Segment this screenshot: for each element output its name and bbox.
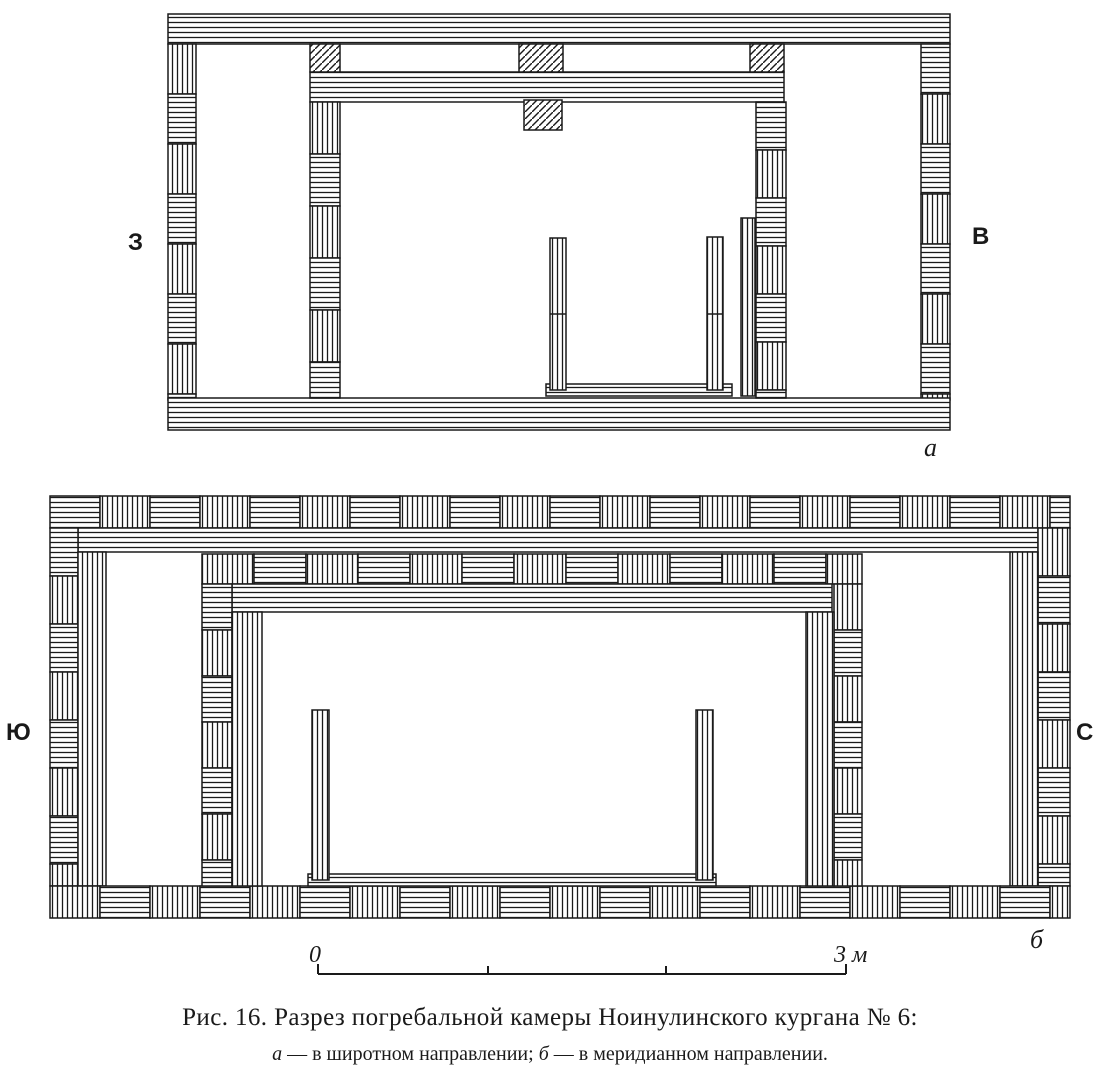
label-east: В	[972, 223, 990, 250]
timber-block	[358, 554, 410, 584]
timber-block	[756, 102, 786, 150]
timber-block	[462, 554, 514, 584]
panel-label-b: б	[1030, 925, 1044, 954]
timber-block	[202, 676, 232, 722]
beam-end-hatched	[524, 100, 562, 130]
timber-block	[800, 886, 850, 918]
post-left	[312, 710, 329, 880]
timber-block	[450, 886, 500, 918]
timber-block	[168, 44, 196, 94]
floor-board	[546, 384, 732, 396]
timber-block	[756, 294, 786, 342]
figure-caption: Рис. 16. Разрез погребальной камеры Ноинулинского кургана № 6:	[182, 1004, 918, 1031]
timber-block	[202, 584, 232, 630]
timber-block	[300, 496, 350, 528]
timber-block	[850, 886, 900, 918]
timber-block	[410, 554, 462, 584]
timber-block	[50, 496, 100, 528]
timber-block	[921, 294, 950, 344]
timber-block	[168, 344, 196, 394]
timber-block	[670, 554, 722, 584]
timber-block	[1038, 768, 1070, 816]
timber-block	[310, 310, 340, 362]
timber-block	[232, 612, 262, 886]
floor-board	[308, 874, 716, 886]
timber-block	[202, 860, 232, 886]
label-west: З	[128, 229, 144, 256]
section-a	[128, 14, 989, 462]
caption-text-a: — в широтном направлении;	[282, 1043, 539, 1065]
timber-block	[300, 886, 350, 918]
timber-block	[1038, 672, 1070, 720]
timber-block	[310, 154, 340, 206]
timber-block	[202, 814, 232, 860]
beam-end-hatched	[519, 44, 563, 72]
timber-block	[1010, 552, 1038, 886]
timber-block	[850, 496, 900, 528]
timber-block	[900, 886, 950, 918]
timber-block	[774, 554, 826, 584]
floor-beam	[168, 398, 950, 430]
ceiling-beam	[78, 528, 1038, 552]
caption-letter-b: б	[538, 1043, 549, 1065]
timber-block	[254, 554, 306, 584]
timber-block	[202, 630, 232, 676]
ceiling-beam	[310, 72, 784, 102]
timber-block	[834, 860, 862, 886]
timber-block	[650, 496, 700, 528]
inner-ceiling-beam	[232, 584, 832, 612]
timber-block	[50, 672, 78, 720]
timber-block	[834, 722, 862, 768]
timber-block	[168, 294, 196, 344]
timber-block	[756, 150, 786, 198]
timber-block	[50, 624, 78, 672]
scale-start-label: 0	[309, 942, 321, 968]
timber-block	[50, 528, 78, 576]
timber-block	[700, 886, 750, 918]
caption-text-b: — в меридианном направлении.	[548, 1043, 828, 1065]
timber-block	[50, 576, 78, 624]
timber-block	[350, 886, 400, 918]
timber-block	[50, 886, 100, 918]
timber-block	[750, 496, 800, 528]
timber-block	[950, 886, 1000, 918]
timber-block	[202, 554, 254, 584]
timber-block	[310, 102, 340, 154]
timber-block	[834, 814, 862, 860]
timber-block	[200, 496, 250, 528]
timber-block	[500, 496, 550, 528]
timber-block	[600, 886, 650, 918]
timber-block	[168, 244, 196, 294]
timber-block	[100, 496, 150, 528]
timber-block	[202, 768, 232, 814]
timber-block	[168, 144, 196, 194]
timber-block	[1038, 576, 1070, 624]
wall-panel	[741, 218, 755, 396]
beam-end-hatched	[750, 44, 784, 72]
timber-block	[550, 496, 600, 528]
timber-block	[750, 886, 800, 918]
timber-block	[900, 496, 950, 528]
timber-block	[921, 94, 950, 144]
timber-block	[834, 768, 862, 814]
timber-block	[306, 554, 358, 584]
post-right	[696, 710, 713, 880]
timber-block	[50, 816, 78, 864]
timber-block	[756, 198, 786, 246]
timber-block	[400, 886, 450, 918]
timber-block	[514, 554, 566, 584]
timber-block	[202, 722, 232, 768]
timber-block	[50, 864, 78, 886]
timber-block	[1000, 496, 1050, 528]
inner-frame-b	[202, 554, 862, 886]
timber-block	[50, 720, 78, 768]
timber-block	[1038, 816, 1070, 864]
timber-block	[250, 496, 300, 528]
panel-label-a: а	[924, 433, 937, 462]
timber-block	[350, 496, 400, 528]
timber-block	[756, 246, 786, 294]
timber-block	[310, 362, 340, 398]
timber-block	[168, 94, 196, 144]
label-south: Ю	[6, 719, 31, 746]
timber-block	[756, 342, 786, 390]
timber-block	[800, 496, 850, 528]
timber-block	[1000, 886, 1050, 918]
timber-block	[1038, 528, 1070, 576]
timber-block	[722, 554, 774, 584]
timber-block	[834, 676, 862, 722]
scale-bar	[309, 942, 867, 974]
timber-block	[78, 552, 106, 886]
timber-block	[310, 258, 340, 310]
scale-end-label: 3 м	[834, 942, 868, 968]
timber-block	[566, 554, 618, 584]
timber-block	[650, 886, 700, 918]
top-beam	[168, 14, 950, 44]
timber-block	[200, 886, 250, 918]
label-north: С	[1076, 719, 1094, 746]
timber-block	[756, 390, 786, 398]
timber-block	[921, 144, 950, 194]
timber-block	[834, 584, 862, 630]
section-b	[6, 496, 1093, 954]
timber-block	[1050, 496, 1070, 528]
caption-letter-a: а	[272, 1043, 283, 1065]
timber-block	[1038, 720, 1070, 768]
timber-block	[310, 206, 340, 258]
timber-block	[921, 344, 950, 394]
timber-block	[150, 496, 200, 528]
timber-block	[806, 612, 834, 886]
figure-subcaption	[0, 1043, 1100, 1066]
timber-block	[1038, 624, 1070, 672]
timber-block	[921, 44, 950, 94]
timber-block	[100, 886, 150, 918]
timber-block	[618, 554, 670, 584]
timber-block	[921, 194, 950, 244]
timber-block	[1050, 886, 1070, 918]
timber-block	[400, 496, 450, 528]
timber-block	[168, 194, 196, 244]
timber-block	[700, 496, 750, 528]
timber-block	[250, 886, 300, 918]
timber-block	[550, 886, 600, 918]
timber-block	[826, 554, 862, 584]
timber-block	[834, 630, 862, 676]
timber-block	[1038, 864, 1070, 886]
timber-block	[150, 886, 200, 918]
timber-block	[500, 886, 550, 918]
timber-block	[921, 244, 950, 294]
beam-end-hatched	[310, 44, 340, 72]
timber-block	[50, 768, 78, 816]
timber-block	[950, 496, 1000, 528]
timber-block	[450, 496, 500, 528]
timber-block	[600, 496, 650, 528]
